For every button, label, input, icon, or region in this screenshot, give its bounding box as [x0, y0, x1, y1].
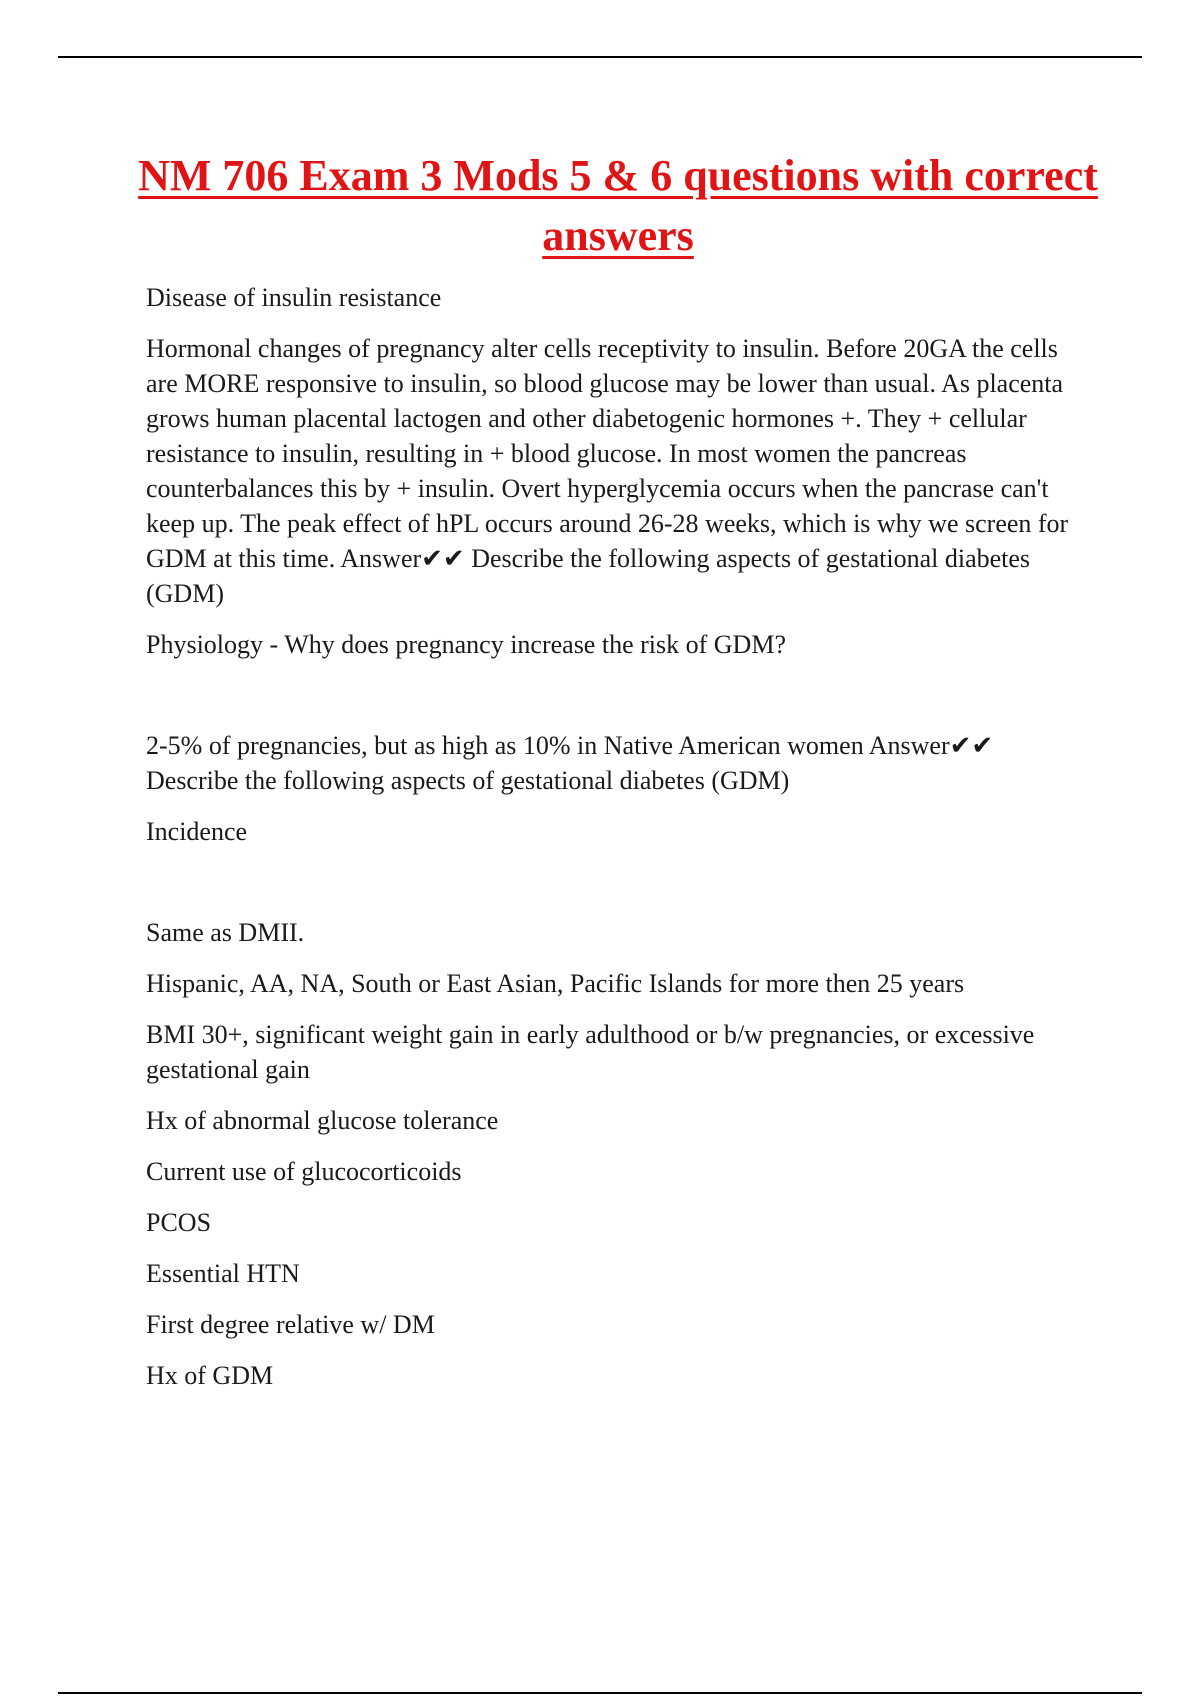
- paragraph: BMI 30+, significant weight gain in early adulthood or b/w pregnancies, or excessive gestational gain: [146, 1020, 1035, 1084]
- top-divider: [58, 56, 1142, 58]
- paragraph: PCOS: [146, 1208, 212, 1237]
- paragraph: Hormonal changes of pregnancy alter cells receptivity to insulin. Before 20GA the cells are MORE responsive to insulin, so blood glucose may be lower than usual. As placenta grows human placental lactogen and other diabetogenic hormones +. They + cellular resistance to insulin, resulting in + blood glucose. In most women the pancreas counterbalances this by + insulin. Overt hyperglycemia occurs when the pancrase can't keep up. The peak effect of hPL occurs around 26-28 weeks, which is why we screen for GDM at this time. Answer✔✔ Describe the following aspects of gestational diabetes (GDM): [146, 334, 1069, 608]
- paragraph: Physiology - Why does pregnancy increase the risk of GDM?: [146, 630, 786, 659]
- paragraph: Hx of abnormal glucose tolerance: [146, 1106, 499, 1135]
- document-title: NM 706 Exam 3 Mods 5 & 6 questions with correct answers: [138, 151, 1098, 260]
- paragraph: First degree relative w/ DM: [146, 1310, 435, 1339]
- paragraph: Disease of insulin resistance: [146, 283, 442, 312]
- paragraph: Current use of glucocorticoids: [146, 1157, 462, 1186]
- paragraph: Same as DMII.: [146, 918, 305, 947]
- paragraph: 2-5% of pregnancies, but as high as 10% in Native American women Answer✔✔ Describe the following aspects of gestational diabetes (GDM): [146, 731, 994, 795]
- paragraph: Incidence: [146, 817, 248, 846]
- bottom-divider: [58, 1692, 1142, 1694]
- paragraph: Hispanic, AA, NA, South or East Asian, Pacific Islands for more then 25 years: [146, 969, 965, 998]
- paragraph: Hx of GDM: [146, 1361, 274, 1390]
- document-body: [146, 280, 1086, 1393]
- paragraph: Essential HTN: [146, 1259, 300, 1288]
